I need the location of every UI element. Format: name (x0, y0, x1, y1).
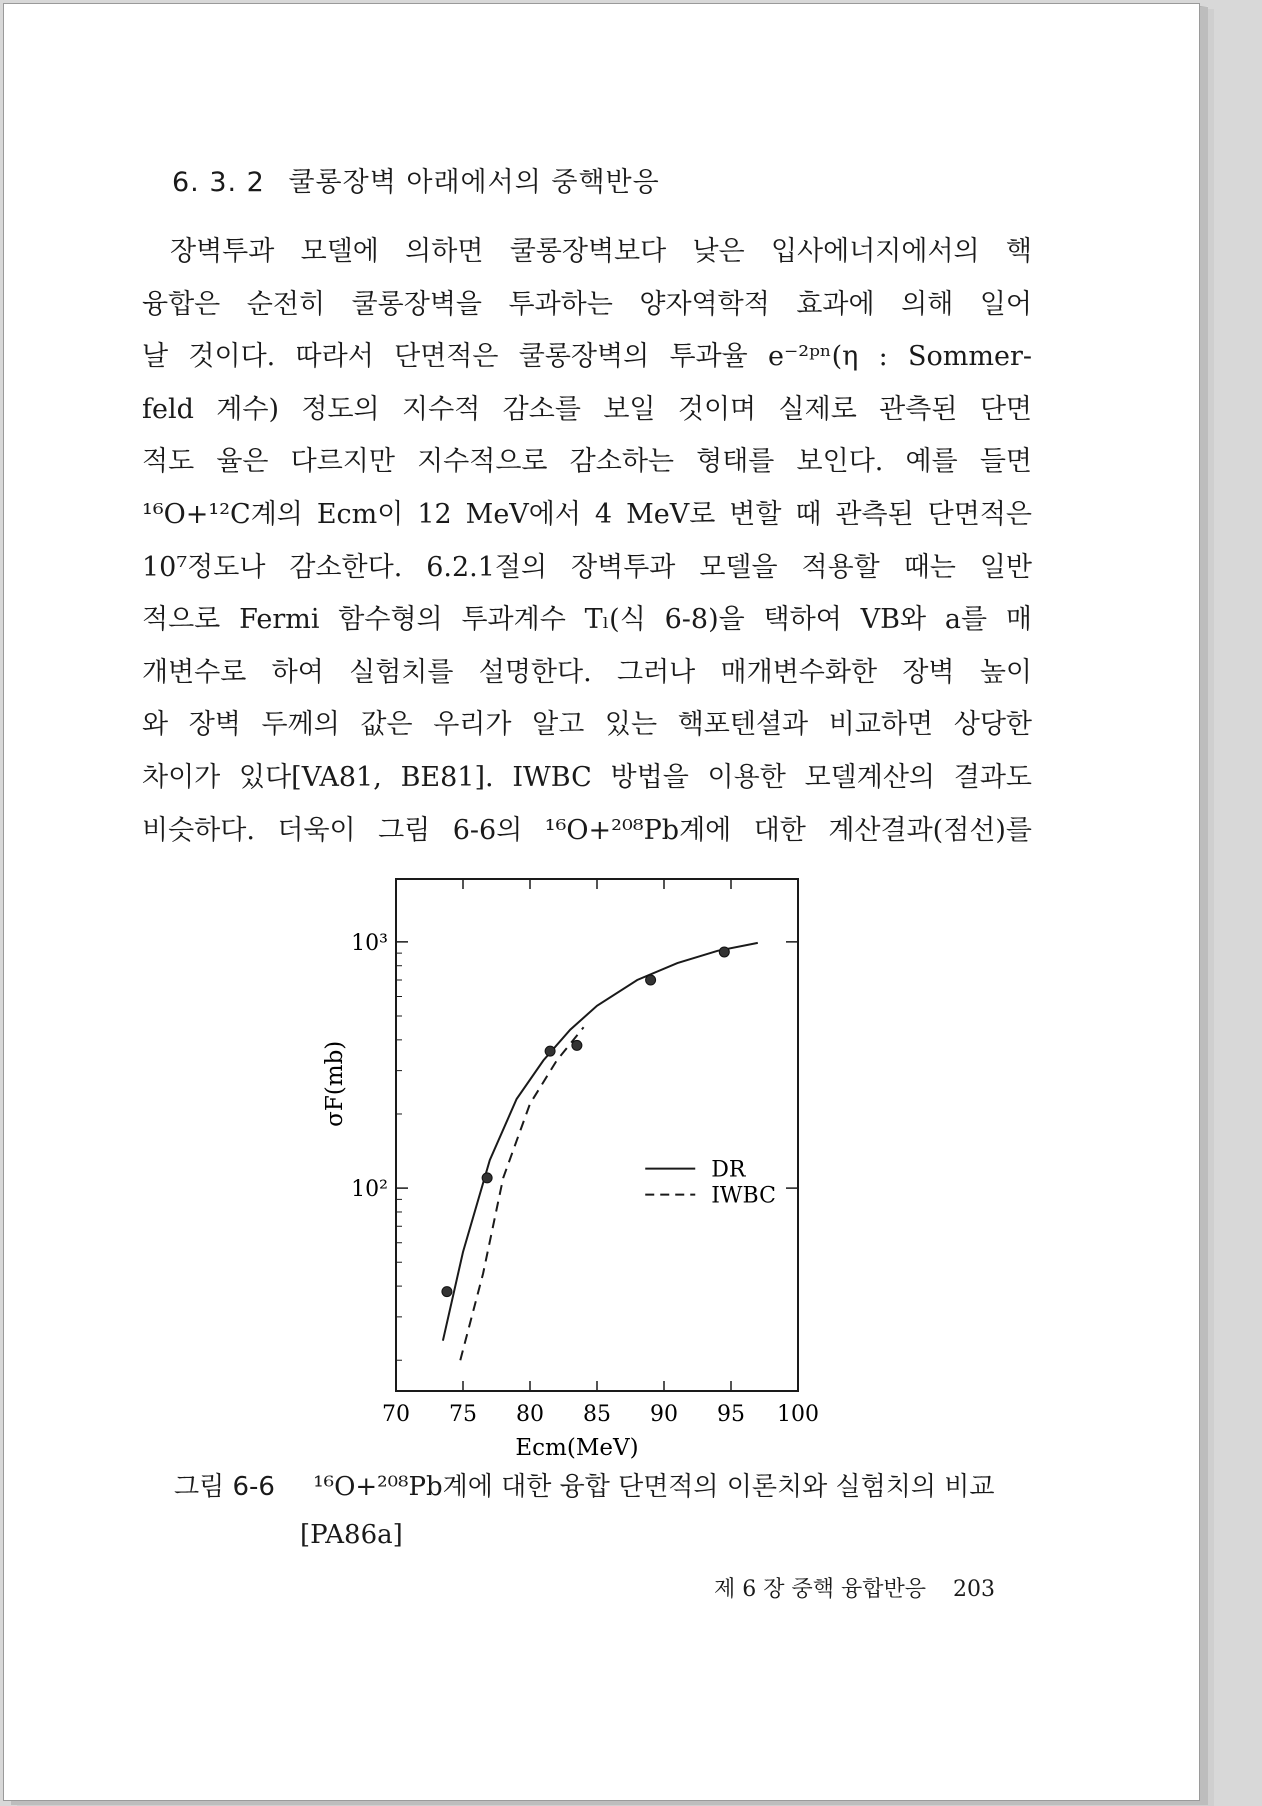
paragraph-line: feld 계수) 정도의 지수적 감소를 보일 것이며 실제로 관측된 단면 (142, 393, 1032, 425)
x-tick-label: 75 (449, 1402, 477, 1427)
series-iwbc-line (460, 1027, 583, 1360)
paragraph-line: 적도 율은 다르지만 지수적으로 감소하는 형태를 보인다. 예를 들면 (142, 446, 1032, 478)
y-tick-label: 10² (351, 1177, 388, 1203)
y-axis-label: σF(mb) (322, 1040, 348, 1127)
paragraph-line: 날 것이다. 따라서 단면적은 쿨롱장벽의 투과율 e⁻²ᵖⁿ(η : Sommer- (142, 341, 1032, 373)
legend-label-dr: DR (711, 1157, 746, 1183)
paragraph-line: 10⁷정도나 감소한다. 6.2.1절의 장벽투과 모델을 적용할 때는 일반 (142, 551, 1032, 583)
paragraph (142, 226, 1032, 857)
figure-caption (174, 1466, 995, 1503)
data-point (646, 975, 656, 985)
data-point (482, 1173, 492, 1183)
section-number: 6. 3. 2 (172, 167, 265, 198)
x-tick-label: 90 (650, 1402, 678, 1427)
y-tick-label: 10³ (351, 930, 388, 956)
data-point (545, 1046, 555, 1056)
paragraph-line: 적으로 Fermi 함수형의 투과계수 Tₗ(식 6-8)을 택하여 VB와 a를 매 (142, 604, 1032, 636)
x-tick-label: 80 (516, 1402, 544, 1427)
legend-label-iwbc: IWBC (711, 1183, 776, 1209)
figure-caption-number: 그림 6-6 (174, 1472, 275, 1502)
paragraph-line: 차이가 있다[VA81, BE81]. IWBC 방법을 이용한 모델계산의 결과도 (142, 761, 1032, 793)
page-footer (714, 1572, 995, 1603)
paragraph-line: 장벽투과 모델에 의하면 쿨롱장벽보다 낮은 입사에너지에서의 핵 (170, 236, 1032, 267)
x-tick-label: 95 (717, 1402, 745, 1427)
paragraph-line: 개변수로 하여 실험치를 설명한다. 그러나 매개변수화한 장벽 높이 (142, 656, 1032, 688)
page-number: 203 (953, 1577, 995, 1602)
x-axis-label: Ecm(MeV) (515, 1435, 639, 1461)
book-page (3, 3, 1200, 1801)
paragraph-line: 와 장벽 두께의 값은 우리가 알고 있는 핵포텐셜과 비교하면 상당한 (142, 709, 1032, 741)
x-tick-label: 85 (583, 1402, 611, 1427)
paragraph-line: ¹⁶O+¹²C계의 Ecm이 12 MeV에서 4 MeV로 변할 때 관측된 단면적은 (142, 498, 1032, 530)
figure-caption-text: ¹⁶O+²⁰⁸Pb계에 대한 융합 단면적의 이론치와 실험치의 비교 (313, 1472, 995, 1502)
series-dr-line (443, 943, 758, 1341)
x-tick-label: 70 (382, 1402, 410, 1427)
section-heading (172, 160, 660, 199)
paragraph-line: 비슷하다. 더욱이 그림 6-6의 ¹⁶O+²⁰⁸Pb계에 대한 계산결과(점선)를 (142, 814, 1032, 846)
paragraph-line: 융합은 순전히 쿨롱장벽을 투과하는 양자역학적 효과에 의해 일어 (142, 288, 1032, 320)
data-point (719, 947, 729, 957)
plot-frame (396, 879, 798, 1391)
data-point (572, 1040, 582, 1050)
figure-6-6 (304, 864, 844, 1468)
page-edge (1200, 6, 1208, 1800)
x-tick-label: 100 (777, 1402, 819, 1427)
running-footer-chapter: 제 6 장 중핵 융합반응 (714, 1577, 926, 1602)
fusion-cross-section-chart (304, 864, 844, 1464)
figure-caption-reference: [PA86a] (300, 1520, 403, 1550)
section-title: 쿨롱장벽 아래에서의 중핵반응 (288, 167, 660, 198)
data-point (442, 1287, 452, 1297)
